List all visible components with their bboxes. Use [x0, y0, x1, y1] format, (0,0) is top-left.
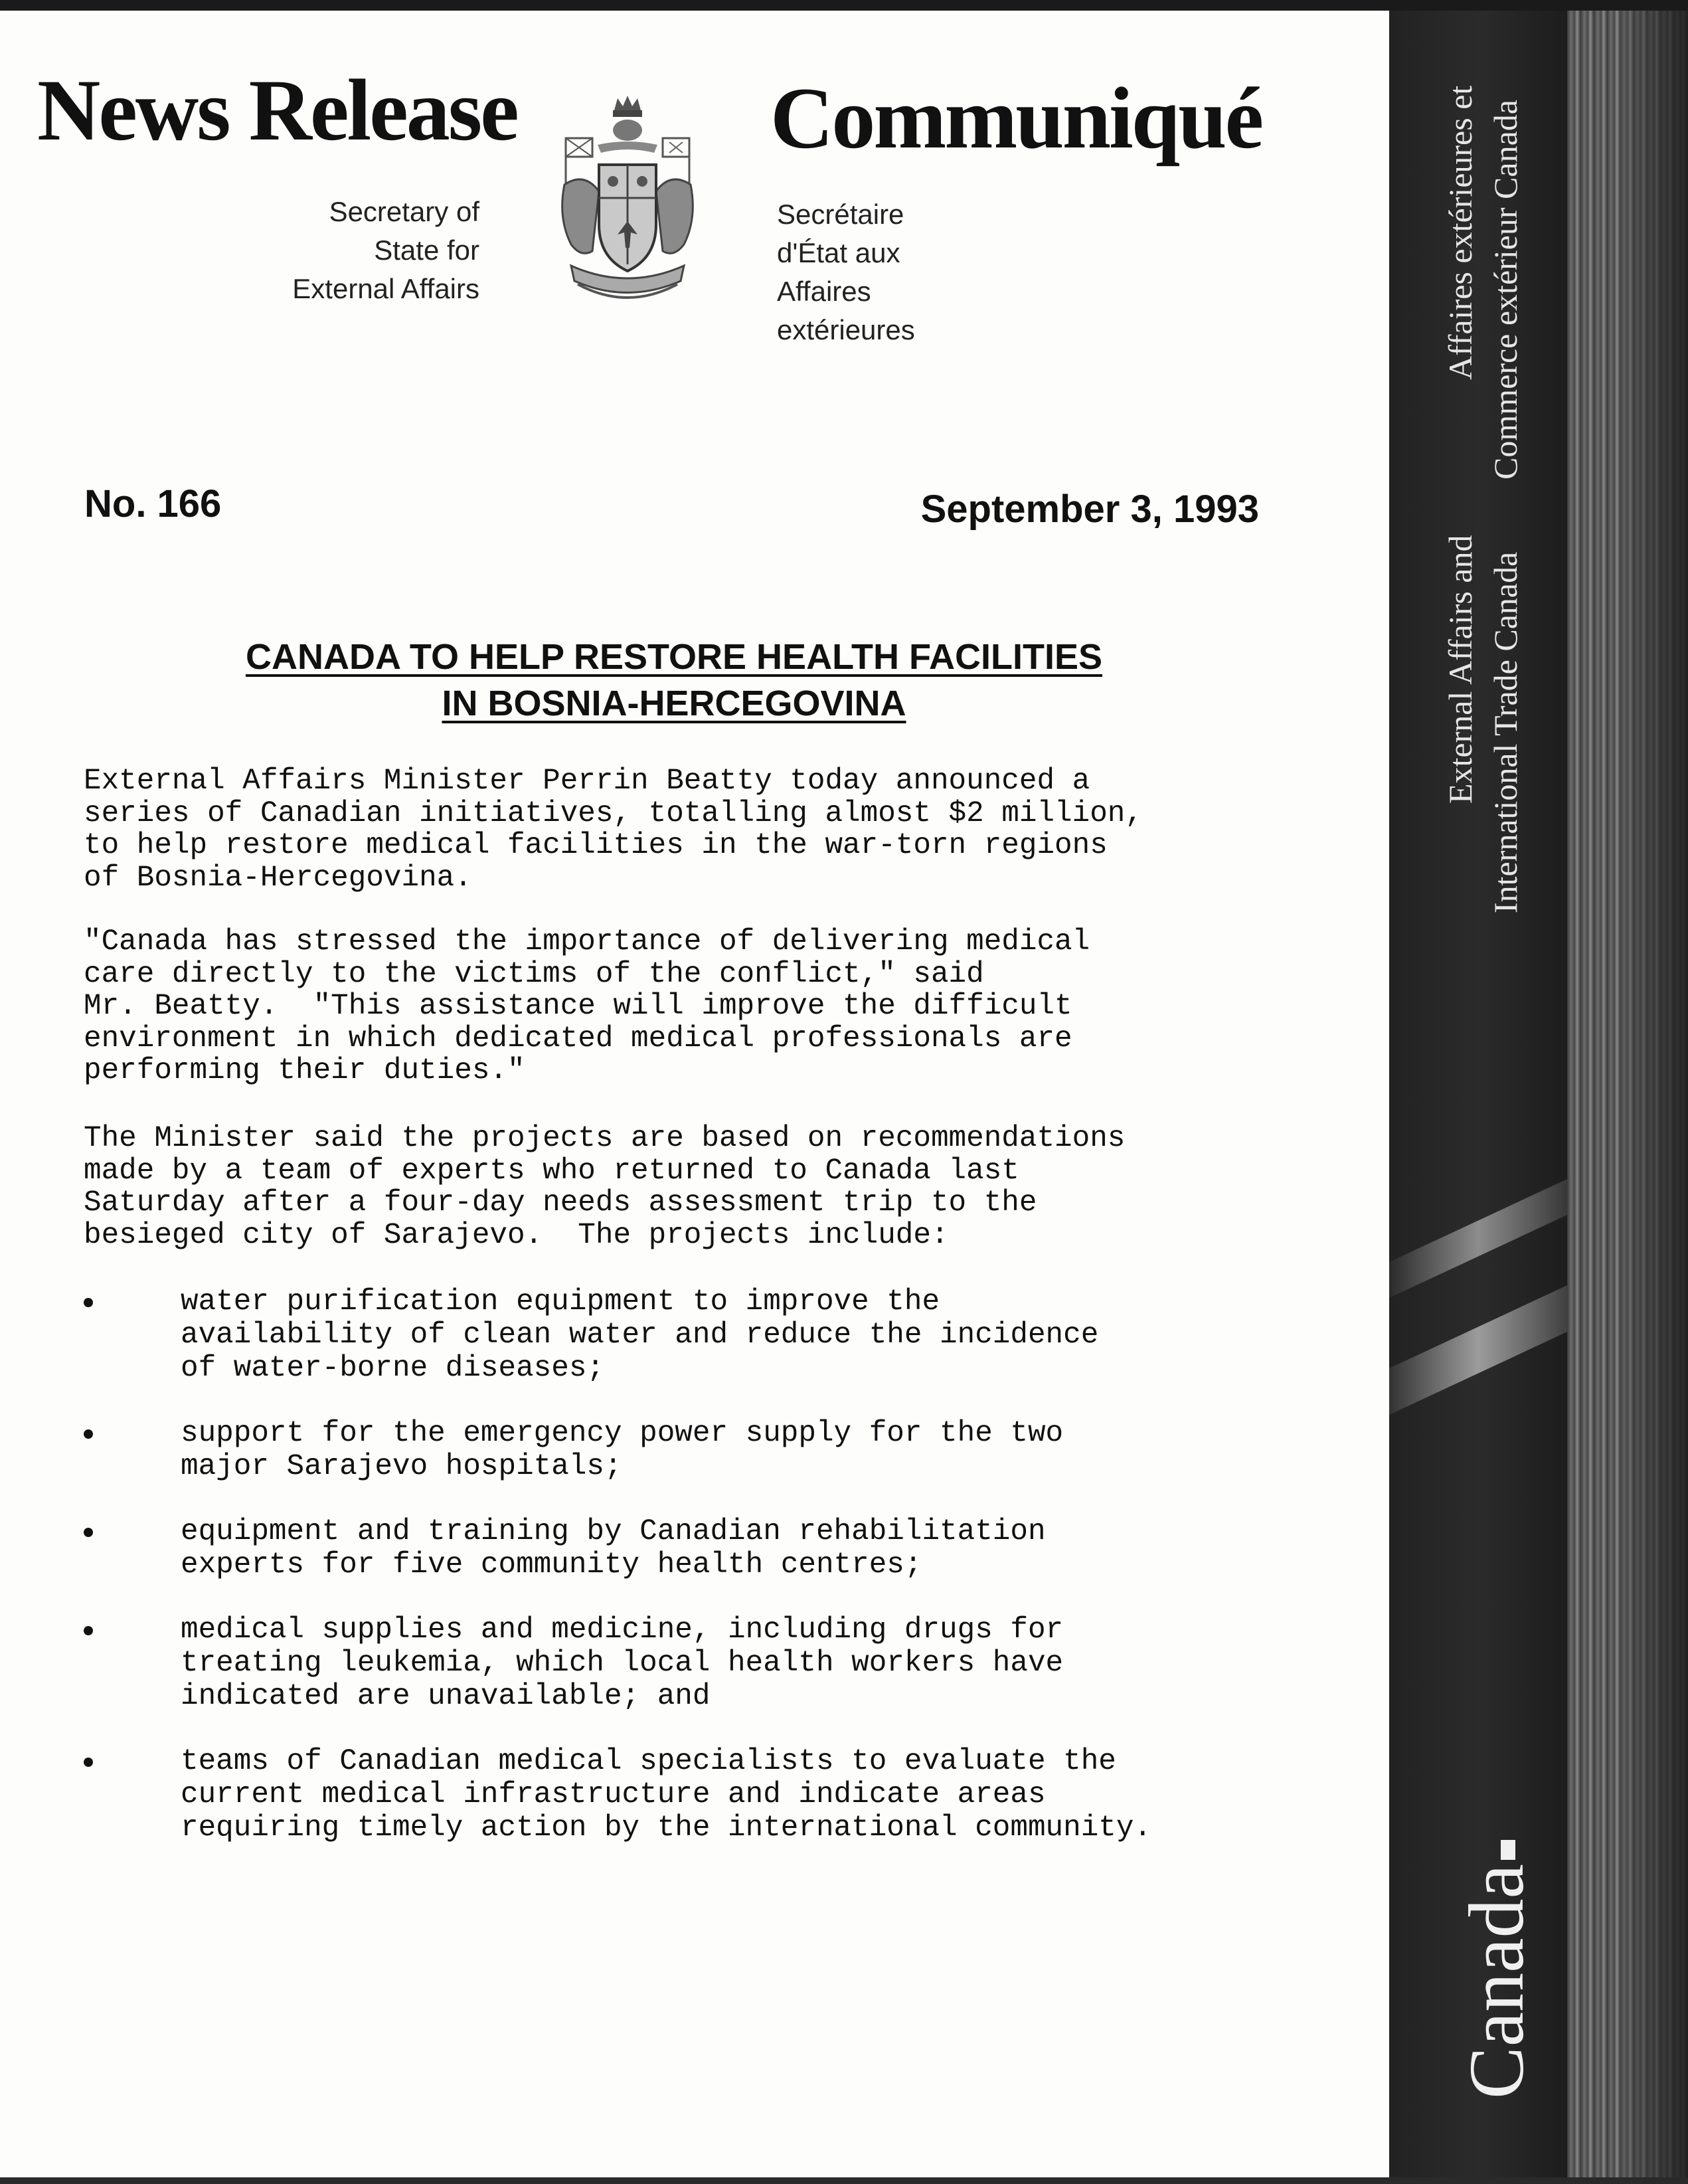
paragraph	[84, 926, 1292, 1087]
text-line: to help restore medical facilities in the war-torn regions	[84, 829, 1108, 862]
text-line: care directly to the victims of the conflict," said	[84, 957, 984, 991]
department-english-line: State for	[374, 234, 479, 266]
text-line: experts for five community health centres;	[181, 1548, 922, 1582]
text-line: current medical infrastructure and indicate areas	[181, 1778, 1046, 1811]
bullet-icon	[84, 1758, 93, 1767]
release-number: No. 166	[84, 482, 222, 525]
text-line: "Canada has stressed the importance of delivering medical	[84, 925, 1090, 958]
text-line: teams of Canadian medical specialists to evaluate the	[181, 1745, 1116, 1778]
headline-line: CANADA TO HELP RESTORE HEALTH FACILITIES	[245, 637, 1103, 677]
department-english	[292, 193, 479, 308]
headline-line: IN BOSNIA-HERCEGOVINA	[442, 683, 906, 723]
scan-edge-bottom	[0, 2177, 1688, 2184]
sidebar-english-line: External Affairs and	[1442, 535, 1479, 804]
department-french	[777, 195, 915, 349]
paragraph	[84, 765, 1292, 894]
list-item-text	[181, 1515, 1046, 1582]
text-line: environment in which dedicated medical professionals are	[84, 1022, 1072, 1055]
title-english: News Release	[37, 61, 517, 159]
text-line: support for the emergency power supply for the two	[181, 1417, 1064, 1450]
document-page	[0, 11, 1389, 2177]
department-french-line: Affaires	[777, 276, 871, 307]
text-line: performing their duties."	[84, 1054, 525, 1087]
bullet-icon	[84, 1429, 93, 1439]
sidebar-english-line: International Trade Canada	[1487, 551, 1524, 913]
sidebar-french-line: Commerce extérieur Canada	[1487, 100, 1524, 480]
department-french-line: extérieures	[777, 314, 915, 345]
list-item-text	[181, 1417, 1063, 1483]
headline	[133, 634, 1215, 727]
text-line: The Minister said the projects are based on recommendations	[84, 1122, 1126, 1155]
text-line: of Bosnia-Hercegovina.	[84, 861, 472, 895]
text-line: availability of clean water and reduce the incidence	[181, 1319, 1099, 1352]
department-english-line: Secretary of	[329, 196, 479, 227]
department-french-line: d'État aux	[777, 237, 900, 268]
text-line: besieged city of Sarajevo. The projects include:	[84, 1218, 949, 1252]
list-item-text	[181, 1285, 1098, 1385]
text-line: External Affairs Minister Perrin Beatty today announced a	[84, 765, 1090, 798]
release-date: September 3, 1993	[920, 488, 1259, 531]
text-line: Mr. Beatty. "This assistance will improve the difficult	[84, 990, 1072, 1023]
text-line: made by a team of experts who returned to Canada last	[84, 1154, 1019, 1188]
bullet-icon	[84, 1298, 93, 1307]
text-line: major Sarajevo hospitals;	[181, 1450, 622, 1483]
text-line: medical supplies and medicine, including drugs for	[181, 1613, 1064, 1647]
flag-symbol-icon	[1501, 1840, 1515, 1860]
bullet-icon	[84, 1528, 93, 1537]
sidebar-french-line: Affaires extérieures et	[1442, 85, 1479, 380]
list-item-text	[181, 1613, 1063, 1713]
scan-edge-top	[0, 0, 1688, 11]
coat-of-arms-icon	[551, 92, 704, 311]
bullet-icon	[84, 1626, 93, 1635]
paragraph	[84, 1123, 1292, 1251]
text-line: requiring timely action by the international community.	[181, 1811, 1152, 1845]
text-line: indicated are unavailable; and	[181, 1680, 711, 1713]
text-line: series of Canadian initiatives, totalling almost $2 million,	[84, 796, 1143, 830]
text-line: Saturday after a four-day needs assessment trip to the	[84, 1186, 1037, 1220]
department-french-line: Secrétaire	[777, 199, 904, 230]
text-line: equipment and training by Canadian rehabilitation	[181, 1515, 1046, 1548]
text-line: water purification equipment to improve the	[181, 1285, 940, 1319]
text-line: of water-borne diseases;	[181, 1352, 604, 1385]
text-line: treating leukemia, which local health workers have	[181, 1647, 1064, 1680]
list-item-text	[181, 1745, 1151, 1845]
canada-wordmark: Canada	[1453, 1864, 1540, 2099]
book-edge-shadow	[1620, 11, 1688, 2177]
department-english-line: External Affairs	[292, 273, 479, 304]
title-french: Communiqué	[770, 69, 1262, 167]
